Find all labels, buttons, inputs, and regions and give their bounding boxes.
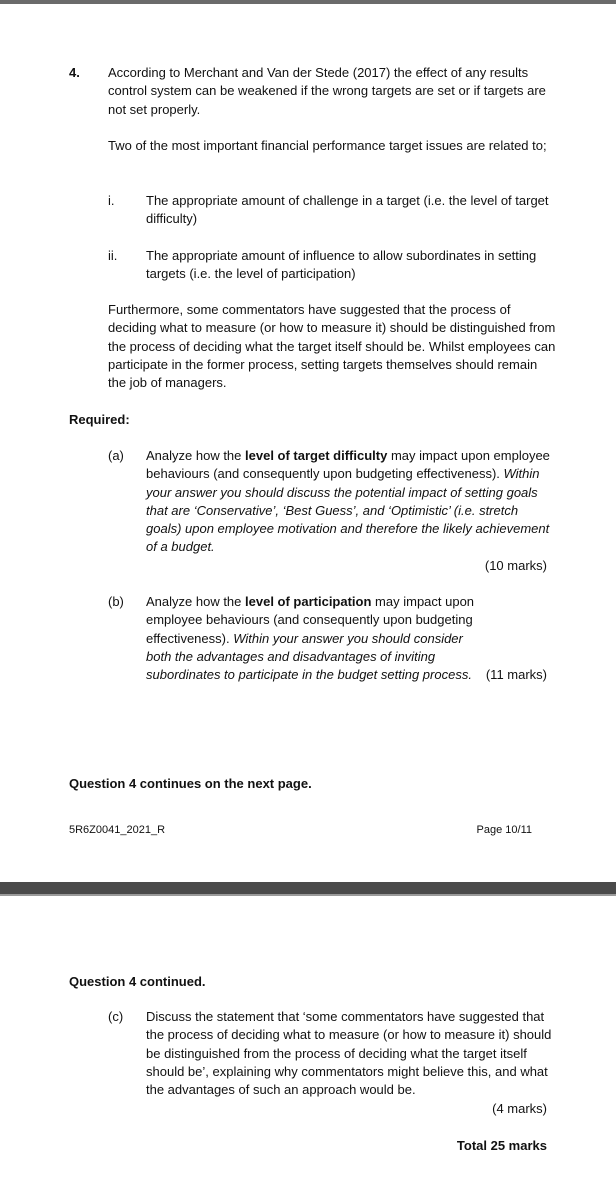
issue-text-2: The appropriate amount of influence to allow subordinates in setting targets (i.e. the level of participation) [146,248,537,282]
part-a-italic: Within your answer you should discuss the potential impact of setting goals that are ‘Conservative’, ‘Best Guess’, and ‘Optimistic’ (i.e. stretch goals) upon employee motivation and therefore the likely achievement of a budget. [146,466,550,555]
part-c-text: Discuss the statement that ‘some commentators have suggested that the process of deciding what to measure (or how to measure it) should be distinguished from the process of deciding what the target itself should be’, explaining why commentators might believe this, and what the advantages of such an approach would be. [146,1009,552,1098]
issue-numeral-2: ii. [108,248,118,263]
required-heading: Required: [69,412,130,427]
footer-code: 5R6Z0041_2021_R [69,824,166,836]
part-c-label: (c) [108,1009,124,1024]
part-a-label: (a) [108,448,124,463]
part-b-italic: Within your answer you should consider both the advantages and disadvantages of inviting subordinates to participate in the budget setting process. [146,630,472,683]
part-a-marks: (10 marks) [484,558,547,573]
footer-page: Page 10/11 [476,824,532,836]
question-number: 4. [69,65,80,80]
total-marks: Total 25 marks [456,1138,547,1153]
part-c-marks: (4 marks) [492,1101,547,1116]
continues-note: Question 4 continues on the next page. [69,776,312,791]
part-b-text: Analyze how the level of participation may impact upon employee behaviours (and consequently upon budgeting effectiveness). Within your answer you should consider both the advantages and disadvantages of inviting subordinates to participate in the budget setting process. [146,594,475,683]
issues-lead: Two of the most important financial performance target issues are related to; [108,138,547,153]
part-b-bold: level of participation [245,594,372,609]
issue-numeral-1: i. [108,193,115,208]
page-divider-edge [0,894,616,896]
question-intro: According to Merchant and Van der Stede (2017) the effect of any results control system can be weakened if the wrong targets are set or if targets are not set properly. [108,65,546,117]
top-border [0,0,616,4]
part-a-text: Analyze how the level of target difficulty may impact upon employee behaviours (and consequently upon budgeting effectiveness). Within your answer you should discuss the potential impact of setting goals that are ‘Conservative’, ‘Best Guess’, and ‘Optimistic’ (i.e. stretch goals) upon employee motivation and therefore the likely achievement of a budget. [146,448,550,555]
part-a-bold: level of target difficulty [245,448,388,463]
part-b-marks: (11 marks) [485,667,547,682]
part-b-label: (b) [108,594,124,609]
issue-text-1: The appropriate amount of challenge in a target (i.e. the level of target difficulty) [146,193,549,227]
furthermore-paragraph: Furthermore, some commentators have suggested that the process of deciding what to measure (or how to measure it) should be distinguished from the process of deciding what the target itself should be. Whilst employees can participate in the former process, setting targets themselves should remain the job of managers. [108,302,556,391]
page-divider [0,882,616,894]
continued-heading: Question 4 continued. [69,974,206,989]
